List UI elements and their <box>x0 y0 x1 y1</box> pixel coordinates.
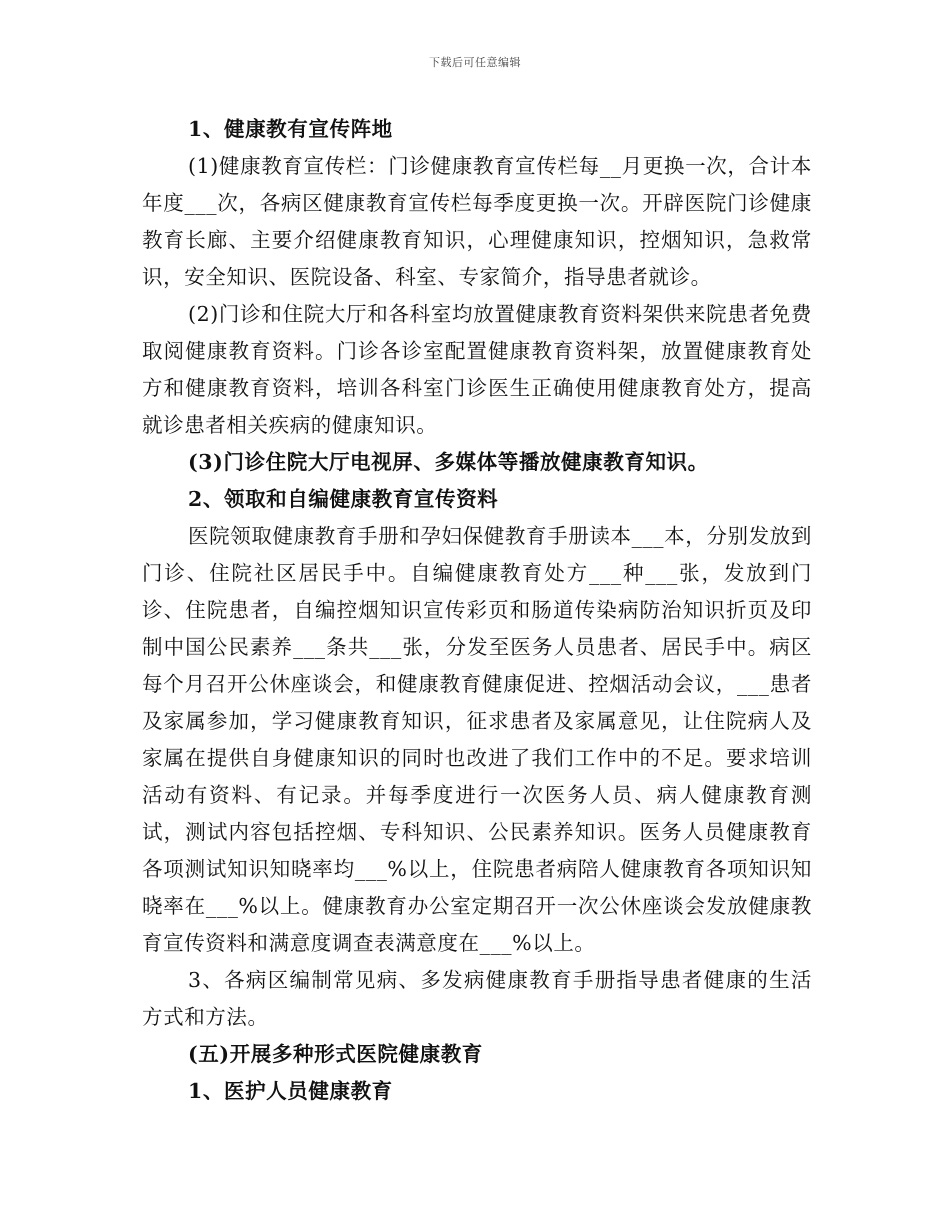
section-heading: (3)门诊住院大厅电视屏、多媒体等播放健康教育知识。 <box>188 450 709 474</box>
section-heading: 1、医护人员健康教育 <box>188 1079 393 1103</box>
paragraph: 医院领取健康教育手册和孕妇保健教育手册读本___本，分别发放到门诊、住院社区居民手中。自编健康教育处方___种___张，发放到门诊、住院患者，自编控烟知识宣传彩页和肠道传染病防治知识折页及印制中国公民素养___条共___张，分发至医务人员患者、居民手中。病区每个月召开公休座谈会，和健康教育健康促进、控烟活动会议，___患者及家属参加，学习健康教育知识，征求患者及家属意见，让住院病人及家属在提供自身健康知识的同时也改进了我们工作中的不足。要求培训活动有资料、有记录。并每季度进行一次医务人员、病人健康教育测试，测试内容包括控烟、专科知识、公民素养知识。医务人员健康教育各项测试知识知晓率均___%以上，住院患者病陪人健康教育各项知识知晓率在___%以上。健康教育办公室定期召开一次公休座谈会发放健康教育宣传资料和满意度调查表满意度在___%以上。 <box>142 524 812 955</box>
section-heading: 2、领取和自编健康教育宣传资料 <box>188 487 499 511</box>
section-heading: 1、健康教有宣传阵地 <box>188 117 393 141</box>
page-header: 下载后可任意编辑 <box>429 56 521 69</box>
paragraph: (1)健康教育宣传栏：门诊健康教育宣传栏每__月更换一次，合计本年度___次，各病区健康教育宣传栏每季度更换一次。开辟医院门诊健康教育长廊、主要介绍健康教育知识，心理健康知识，控烟知识，急救常识，安全知识、医院设备、科室、专家简介，指导患者就诊。 <box>142 154 812 289</box>
paragraph: (2)门诊和住院大厅和各科室均放置健康教育资料架供来院患者免费取阅健康教育资料。门诊各诊室配置健康教育资料架，放置健康教育处方和健康教育资料，培训各科室门诊医生正确使用健康教育处方，提高就诊患者相关疾病的健康知识。 <box>142 302 812 437</box>
section-heading: (五)开展多种形式医院健康教育 <box>188 1042 483 1066</box>
paragraph: 3、各病区编制常见病、多发病健康教育手册指导患者健康的生活方式和方法。 <box>142 968 812 1029</box>
document-body <box>142 111 812 1110</box>
